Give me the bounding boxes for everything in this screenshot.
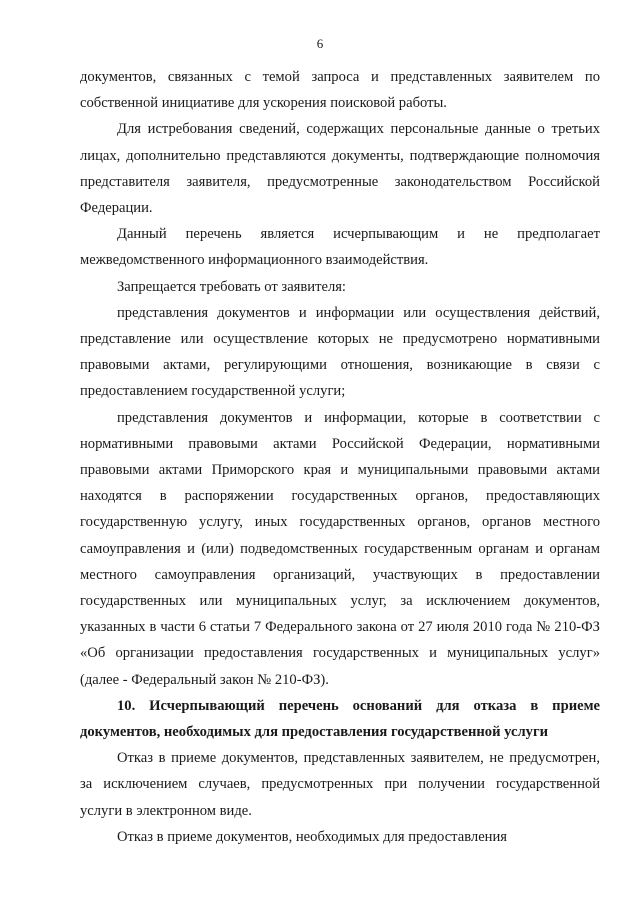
paragraph-personal-data: Для истребования сведений, содержащих персональные данные о третьих лицах, дополнительно представляются документы, подтверждающие полномочия представителя заявителя, предусмотренные законодательством Российской Федерации. <box>80 121 600 217</box>
paragraph-refusal-not-provided: Отказ в приеме документов, представленных заявителем, не предусмотрен, за исключением случаев, предусмотренных при получении государственной услуги в электронном виде. <box>80 750 600 819</box>
paragraph-refusal-continued: Отказ в приеме документов, необходимых для предоставления <box>117 828 508 845</box>
page-number: 6 <box>316 36 324 51</box>
document-body <box>80 64 600 850</box>
paragraph-prohibited-item-1: представления документов и информации или осуществления действий, представление или осуществление которых не предусмотрено нормативными правовыми актами, регулирующими отношения, возникающие в связи с предоставлением государственной услуги; <box>80 304 600 400</box>
paragraph-continuation: документов, связанных с темой запроса и представленных заявителем по собственной инициативе для ускорения поисковой работы. <box>80 69 600 112</box>
paragraph-exhaustive-list: Данный перечень является исчерпывающим и не предполагает межведомственного информационного взаимодействия. <box>80 226 600 269</box>
paragraph-prohibited-intro: Запрещается требовать от заявителя: <box>117 278 346 295</box>
section-heading-10: 10. Исчерпывающий перечень оснований для отказа в приеме документов, необходимых для предоставления государственной услуги <box>80 697 600 741</box>
paragraph-prohibited-item-2: представления документов и информации, которые в соответствии с нормативными правовыми актами Российской Федерации, нормативными правовыми актами Приморского края и муниципальными правовыми актами находятся в распоряжении государственных органов, предоставляющих государственную услугу, иных государственных органов, органов местного самоуправления и (или) подведомственных государственным органам и органам местного самоуправления организаций, участвующих в предоставлении государственных или муниципальных услуг, за исключением документов, указанных в части 6 статьи 7 Федерального закона от 27 июля 2010 года № 210-ФЗ «Об организации предоставления государственных и муниципальных услуг» (далее - Федеральный закон № 210-ФЗ). <box>80 409 600 688</box>
